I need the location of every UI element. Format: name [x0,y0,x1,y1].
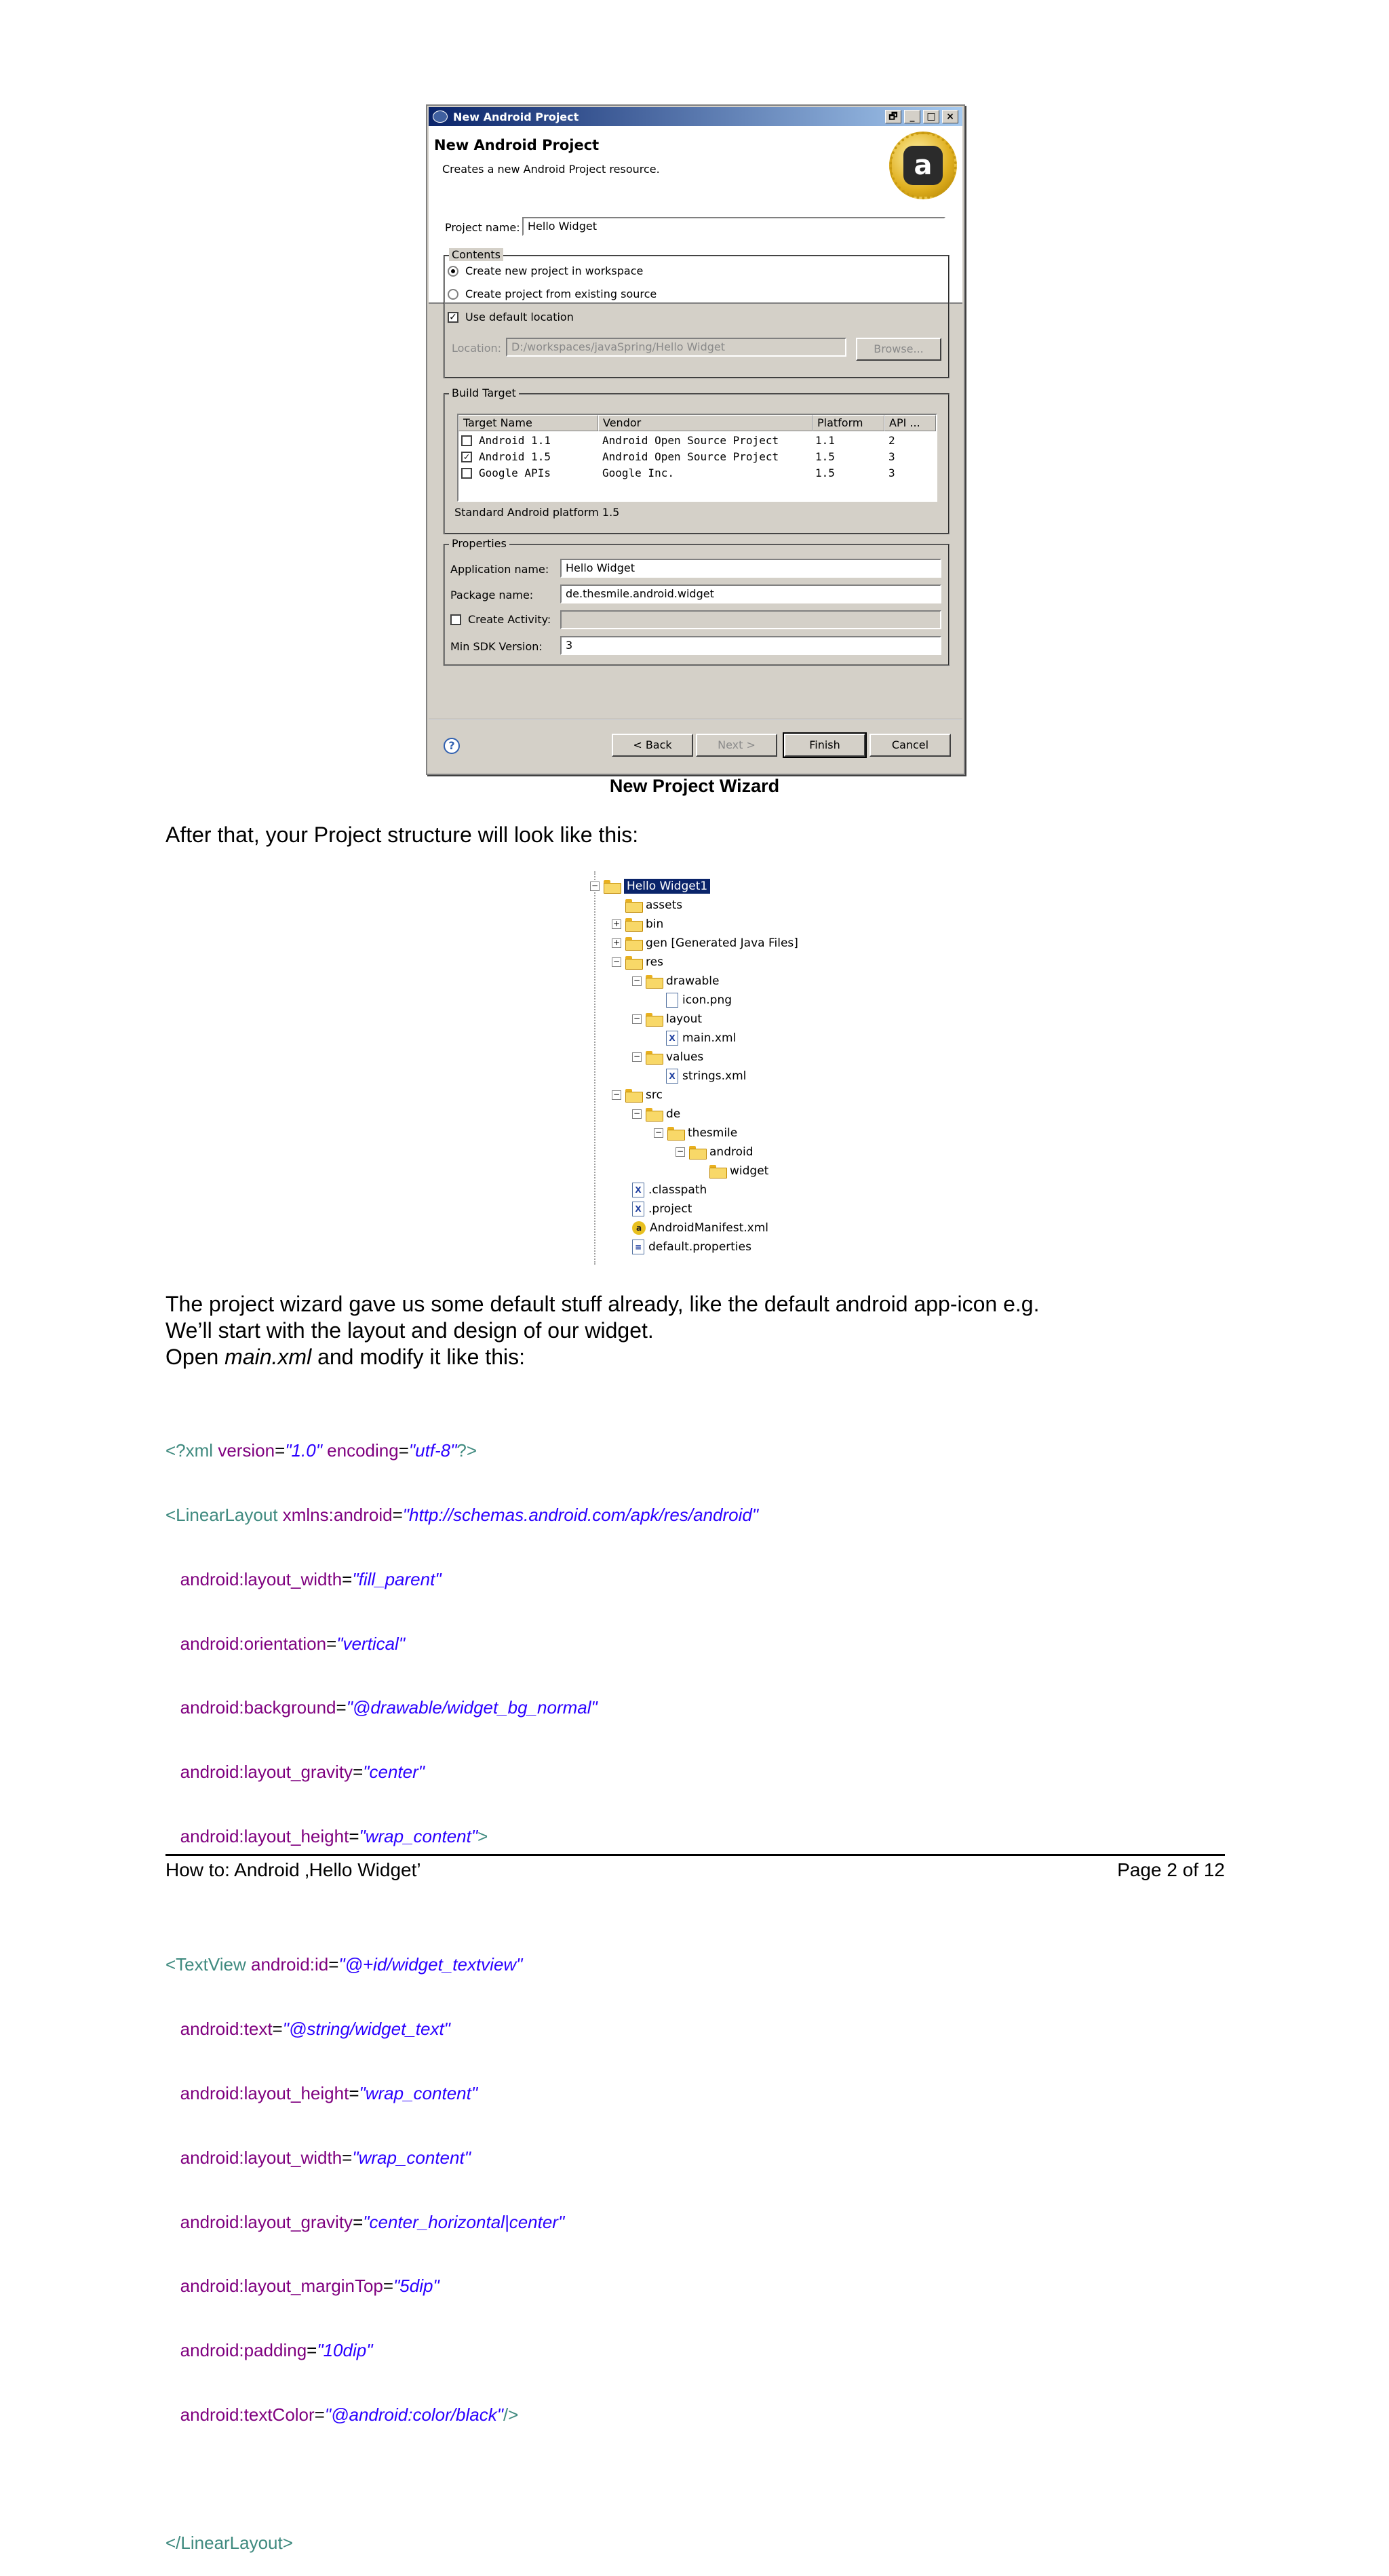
build-target-legend: Build Target [449,387,519,399]
code-token: xmlns:android [282,1504,393,1525]
button-bar-divider [429,719,962,720]
tree-node-manifest[interactable] [632,1220,768,1236]
target-name: Android 1.1 [479,434,551,447]
tree-label: res [646,955,663,969]
footer-page-number: Page 2 of 12 [1117,1859,1225,1880]
maximize-icon[interactable]: □ [923,110,939,123]
tree-label: main.xml [682,1031,737,1045]
code-line [165,1954,758,1976]
tree-guide-line [594,871,595,1265]
code-token: = [353,2211,364,2232]
dialog-titlebar[interactable] [429,107,962,126]
open-prefix: Open [165,1345,225,1369]
open-suffix: and modify it like this: [311,1345,525,1369]
code-line [165,1569,758,1591]
code-token: android:layout_width [180,1568,343,1589]
folder-icon [625,956,642,968]
folder-icon [667,1127,684,1139]
next-button[interactable]: Next > [696,734,777,757]
tree-label: layout [666,1012,703,1026]
code-token: "@+id/widget_textview" [338,1954,523,1975]
code-token: "wrap_content" [359,2083,478,2103]
footer-rule [165,1854,1225,1856]
code-token: android:orientation [180,1633,327,1654]
code-token: "@string/widget_text" [282,2019,450,2040]
target-checkbox[interactable]: ✓ [461,452,472,462]
code-token: android:padding [180,2340,307,2361]
folder-icon [646,1051,662,1063]
project-tree [590,871,834,1265]
target-description: Standard Android platform 1.5 [454,506,620,519]
target-checkbox[interactable] [461,435,472,446]
code-token: > [477,1825,488,1846]
tree-label: .project [648,1202,692,1216]
code-token: "wrap_content" [359,1825,478,1846]
code-blank-line [165,2469,758,2491]
col-platform[interactable]: Platform [813,415,884,431]
code-token: "1.0" [285,1440,322,1461]
use-default-location-checkbox[interactable]: ✓ [448,312,458,323]
code-line [165,2404,758,2426]
code-token: <LinearLayout [165,1504,283,1525]
folder-icon [646,975,662,987]
tree-node-classpath[interactable] [632,1182,707,1198]
tree-label: strings.xml [682,1069,747,1083]
dialog-header-title: New Android Project [434,137,600,153]
code-line [165,1633,758,1655]
close-icon[interactable]: × [942,110,958,123]
code-token: "center_horizontal|center" [363,2211,565,2232]
properties-legend: Properties [449,537,509,550]
tree-node-android[interactable] [676,1144,754,1160]
code-token: "@android:color/black" [324,2404,503,2425]
code-token: "http://schemas.android.com/apk/res/android" [402,1504,759,1525]
folder-icon [625,918,642,930]
contents-legend: Contents [449,248,503,261]
folder-icon [625,937,642,949]
code-token: "utf-8" [408,1440,457,1461]
paragraph-open-main [165,1344,525,1370]
folder-icon [709,1165,726,1177]
folder-icon [689,1146,705,1158]
project-name-input[interactable]: Hello Widget [522,217,945,236]
image-file-icon [666,993,678,1008]
folder-icon [625,1089,642,1101]
finish-button[interactable]: Finish [784,734,865,757]
col-api[interactable]: API ... [884,415,936,431]
code-line [165,2147,758,2169]
collapse-icon[interactable]: − [612,957,621,966]
tree-label: icon.png [682,993,732,1007]
app-name-label: Application name: [450,563,549,576]
target-vendor: Android Open Source Project [602,450,779,463]
contents-group [444,248,950,378]
tree-node-default-properties[interactable] [632,1239,751,1255]
code-line [165,2533,758,2554]
package-name-input[interactable]: de.thesmile.android.widget [560,584,941,603]
collapse-icon[interactable]: − [676,1147,684,1156]
tree-node-project-file[interactable] [632,1201,692,1217]
tree-label: AndroidManifest.xml [650,1221,769,1235]
table-row[interactable] [458,465,936,481]
code-token: android:layout_height [180,2083,349,2103]
target-platform: 1.1 [815,434,835,447]
target-name: Android 1.5 [479,450,551,463]
android-seal-logo [889,132,957,199]
col-target-name[interactable]: Target Name [458,415,598,431]
code-token: = [314,2404,325,2425]
collapse-icon[interactable]: − [633,1052,641,1061]
collapse-icon[interactable]: − [633,1109,641,1118]
code-line [165,2019,758,2040]
figure-caption: New Project Wizard [609,776,780,796]
android-manifest-icon: a [632,1221,646,1235]
build-target-header [458,415,936,431]
code-token: = [272,2019,283,2040]
dialog-header-description: Creates a new Android Project resource. [442,163,660,176]
target-platform: 1.5 [815,450,835,463]
footer-document-title: How to: Android ‚Hello Widget’ [165,1859,421,1880]
min-sdk-label: Min SDK Version: [450,640,543,653]
code-token: = [383,2276,394,2297]
expand-icon[interactable]: + [612,919,621,928]
tree-node-widget[interactable] [709,1163,768,1179]
tree-label: bin [646,917,664,931]
code-token: /> [503,2404,519,2425]
eclipse-icon [433,111,448,123]
text-file-icon: ≡ [632,1240,644,1254]
code-token: = [326,1633,337,1654]
code-token: android:background [180,1697,336,1718]
radio-existing-source[interactable] [448,289,458,300]
collapse-icon[interactable]: − [612,1090,621,1099]
code-token: version [218,1440,275,1461]
target-api: 3 [888,467,895,479]
code-token: ?> [456,1440,477,1461]
code-token: "fill_parent" [352,1568,442,1589]
create-activity-label: Create Activity: [468,613,551,626]
code-token: <TextView [165,1954,251,1975]
tree-label: .classpath [648,1183,707,1197]
code-blank-line [165,1890,758,1912]
tree-node-layout[interactable] [632,1011,702,1027]
code-token: android:text [180,2019,273,2040]
code-line [165,2083,758,2105]
code-token: = [349,2083,359,2103]
code-token: "10dip" [317,2340,373,2361]
tree-label: default.properties [648,1240,751,1254]
location-label: Location: [452,342,502,355]
code-token: encoding [321,1440,399,1461]
collapse-icon[interactable]: − [591,881,599,890]
dialog-window-title: New Android Project [453,110,579,123]
xml-file-icon: X [632,1202,644,1216]
new-android-project-dialog [426,104,965,775]
tree-node-res[interactable] [612,954,663,970]
target-vendor: Google Inc. [602,467,674,479]
folder-icon [646,1013,662,1025]
tree-label: drawable [666,974,720,988]
create-activity-checkbox[interactable] [450,614,461,625]
code-token: = [336,1697,347,1718]
radio-create-new-label: Create new project in workspace [465,264,644,277]
col-vendor[interactable]: Vendor [598,415,813,431]
paragraph-layout-design: We’ll start with the layout and design of our widget. [165,1318,654,1343]
code-token: android:layout_gravity [180,1762,353,1783]
code-token: "wrap_content" [352,2147,471,2168]
collapse-icon[interactable]: − [633,1014,641,1023]
package-name-label: Package name: [450,589,534,601]
project-folder-icon [604,880,620,892]
code-token: = [328,1954,339,1975]
target-api: 2 [888,434,895,447]
tree-node-gen[interactable] [612,935,798,951]
xml-file-icon: X [632,1183,644,1197]
code-token: "center" [363,1762,425,1783]
folder-icon [646,1108,662,1120]
code-line [165,1440,758,1462]
table-row[interactable] [458,449,936,465]
code-listing [165,1398,758,2576]
code-token: = [342,1568,353,1589]
folder-icon [625,899,642,911]
tree-node-thesmile[interactable] [654,1125,737,1141]
target-checkbox[interactable] [461,468,472,479]
cancel-button[interactable]: Cancel [869,734,951,757]
radio-existing-source-label: Create project from existing source [465,288,657,300]
tree-node-main-xml[interactable] [666,1030,736,1046]
tree-node-drawable[interactable] [632,973,720,989]
code-line [165,2340,758,2362]
target-platform: 1.5 [815,467,835,479]
tree-node-project[interactable] [590,878,710,894]
code-token: </LinearLayout> [165,2533,293,2554]
code-line [165,2212,758,2234]
table-row[interactable] [458,433,936,449]
code-line [165,1826,758,1848]
main-xml-filename: main.xml [224,1345,312,1369]
tree-node-assets[interactable] [612,897,682,913]
code-token: android:layout_marginTop [180,2276,383,2297]
code-token: android:textColor [180,2404,315,2425]
build-target-table [457,414,937,502]
tree-label: gen [Generated Java Files] [646,936,798,950]
code-token: android:layout_gravity [180,2211,353,2232]
xml-file-icon: X [666,1069,678,1084]
code-line [165,2276,758,2297]
code-token: = [353,1762,364,1783]
tree-spacer [612,900,621,910]
tree-label: widget [730,1164,769,1178]
tree-node-bin[interactable] [612,916,663,932]
tree-label: thesmile [688,1126,738,1140]
code-token: = [349,1825,359,1846]
paragraph-default-stuff: The project wizard gave us some default stuff already, like the default android app-icon e.g. [165,1292,1040,1316]
expand-icon[interactable]: + [612,938,621,947]
back-button[interactable]: < Back [612,734,693,757]
min-sdk-input[interactable]: 3 [560,636,941,655]
xml-file-icon: X [666,1031,678,1046]
minimize-icon[interactable]: _ [904,110,920,123]
code-token: android:layout_width [180,2147,343,2168]
code-token: android:id [250,1954,329,1975]
browse-button[interactable]: Browse... [856,338,941,361]
code-line [165,1505,758,1526]
tree-node-de[interactable] [632,1106,680,1122]
code-token: = [275,1440,286,1461]
code-line [165,1762,758,1783]
help-icon[interactable]: ? [444,738,460,754]
code-line [165,1697,758,1719]
tree-label: android [709,1145,754,1159]
tree-label: src [646,1088,663,1102]
code-token: android:layout_height [180,1825,349,1846]
code-token: = [392,1504,403,1525]
window-controls [885,110,958,123]
target-api: 3 [888,450,895,463]
code-token: "5dip" [393,2276,439,2297]
app-name-input[interactable]: Hello Widget [560,559,941,578]
target-vendor: Android Open Source Project [602,434,779,447]
collapse-icon[interactable]: − [654,1128,663,1137]
radio-create-new[interactable] [448,266,458,277]
location-input[interactable]: D:/workspaces/javaSpring/Hello Widget [506,338,846,357]
paragraph-structure: After that, your Project structure will look like this: [165,823,639,847]
code-token: = [342,2147,353,2168]
tree-label: Hello Widget1 [624,879,710,894]
restore-icon[interactable]: 🗗 [885,110,901,123]
code-token: <?xml [165,1440,218,1461]
project-name-label: Project name: [445,221,520,234]
collapse-icon[interactable]: − [633,976,641,985]
tree-node-icon-png[interactable] [666,992,732,1008]
create-activity-input[interactable] [560,610,941,629]
code-token: = [398,1440,409,1461]
tree-node-src[interactable] [612,1087,663,1103]
tree-node-strings-xml[interactable] [666,1068,746,1084]
tree-label: values [666,1050,704,1064]
code-token: "@drawable/widget_bg_normal" [346,1697,598,1718]
code-token: "vertical" [336,1633,406,1654]
tree-label: de [666,1107,681,1121]
target-name: Google APIs [479,467,551,479]
code-token: = [307,2340,317,2361]
android-logo-icon: a [903,146,943,185]
tree-node-values[interactable] [632,1049,703,1065]
use-default-location-label: Use default location [465,311,574,323]
tree-label: assets [646,898,683,912]
